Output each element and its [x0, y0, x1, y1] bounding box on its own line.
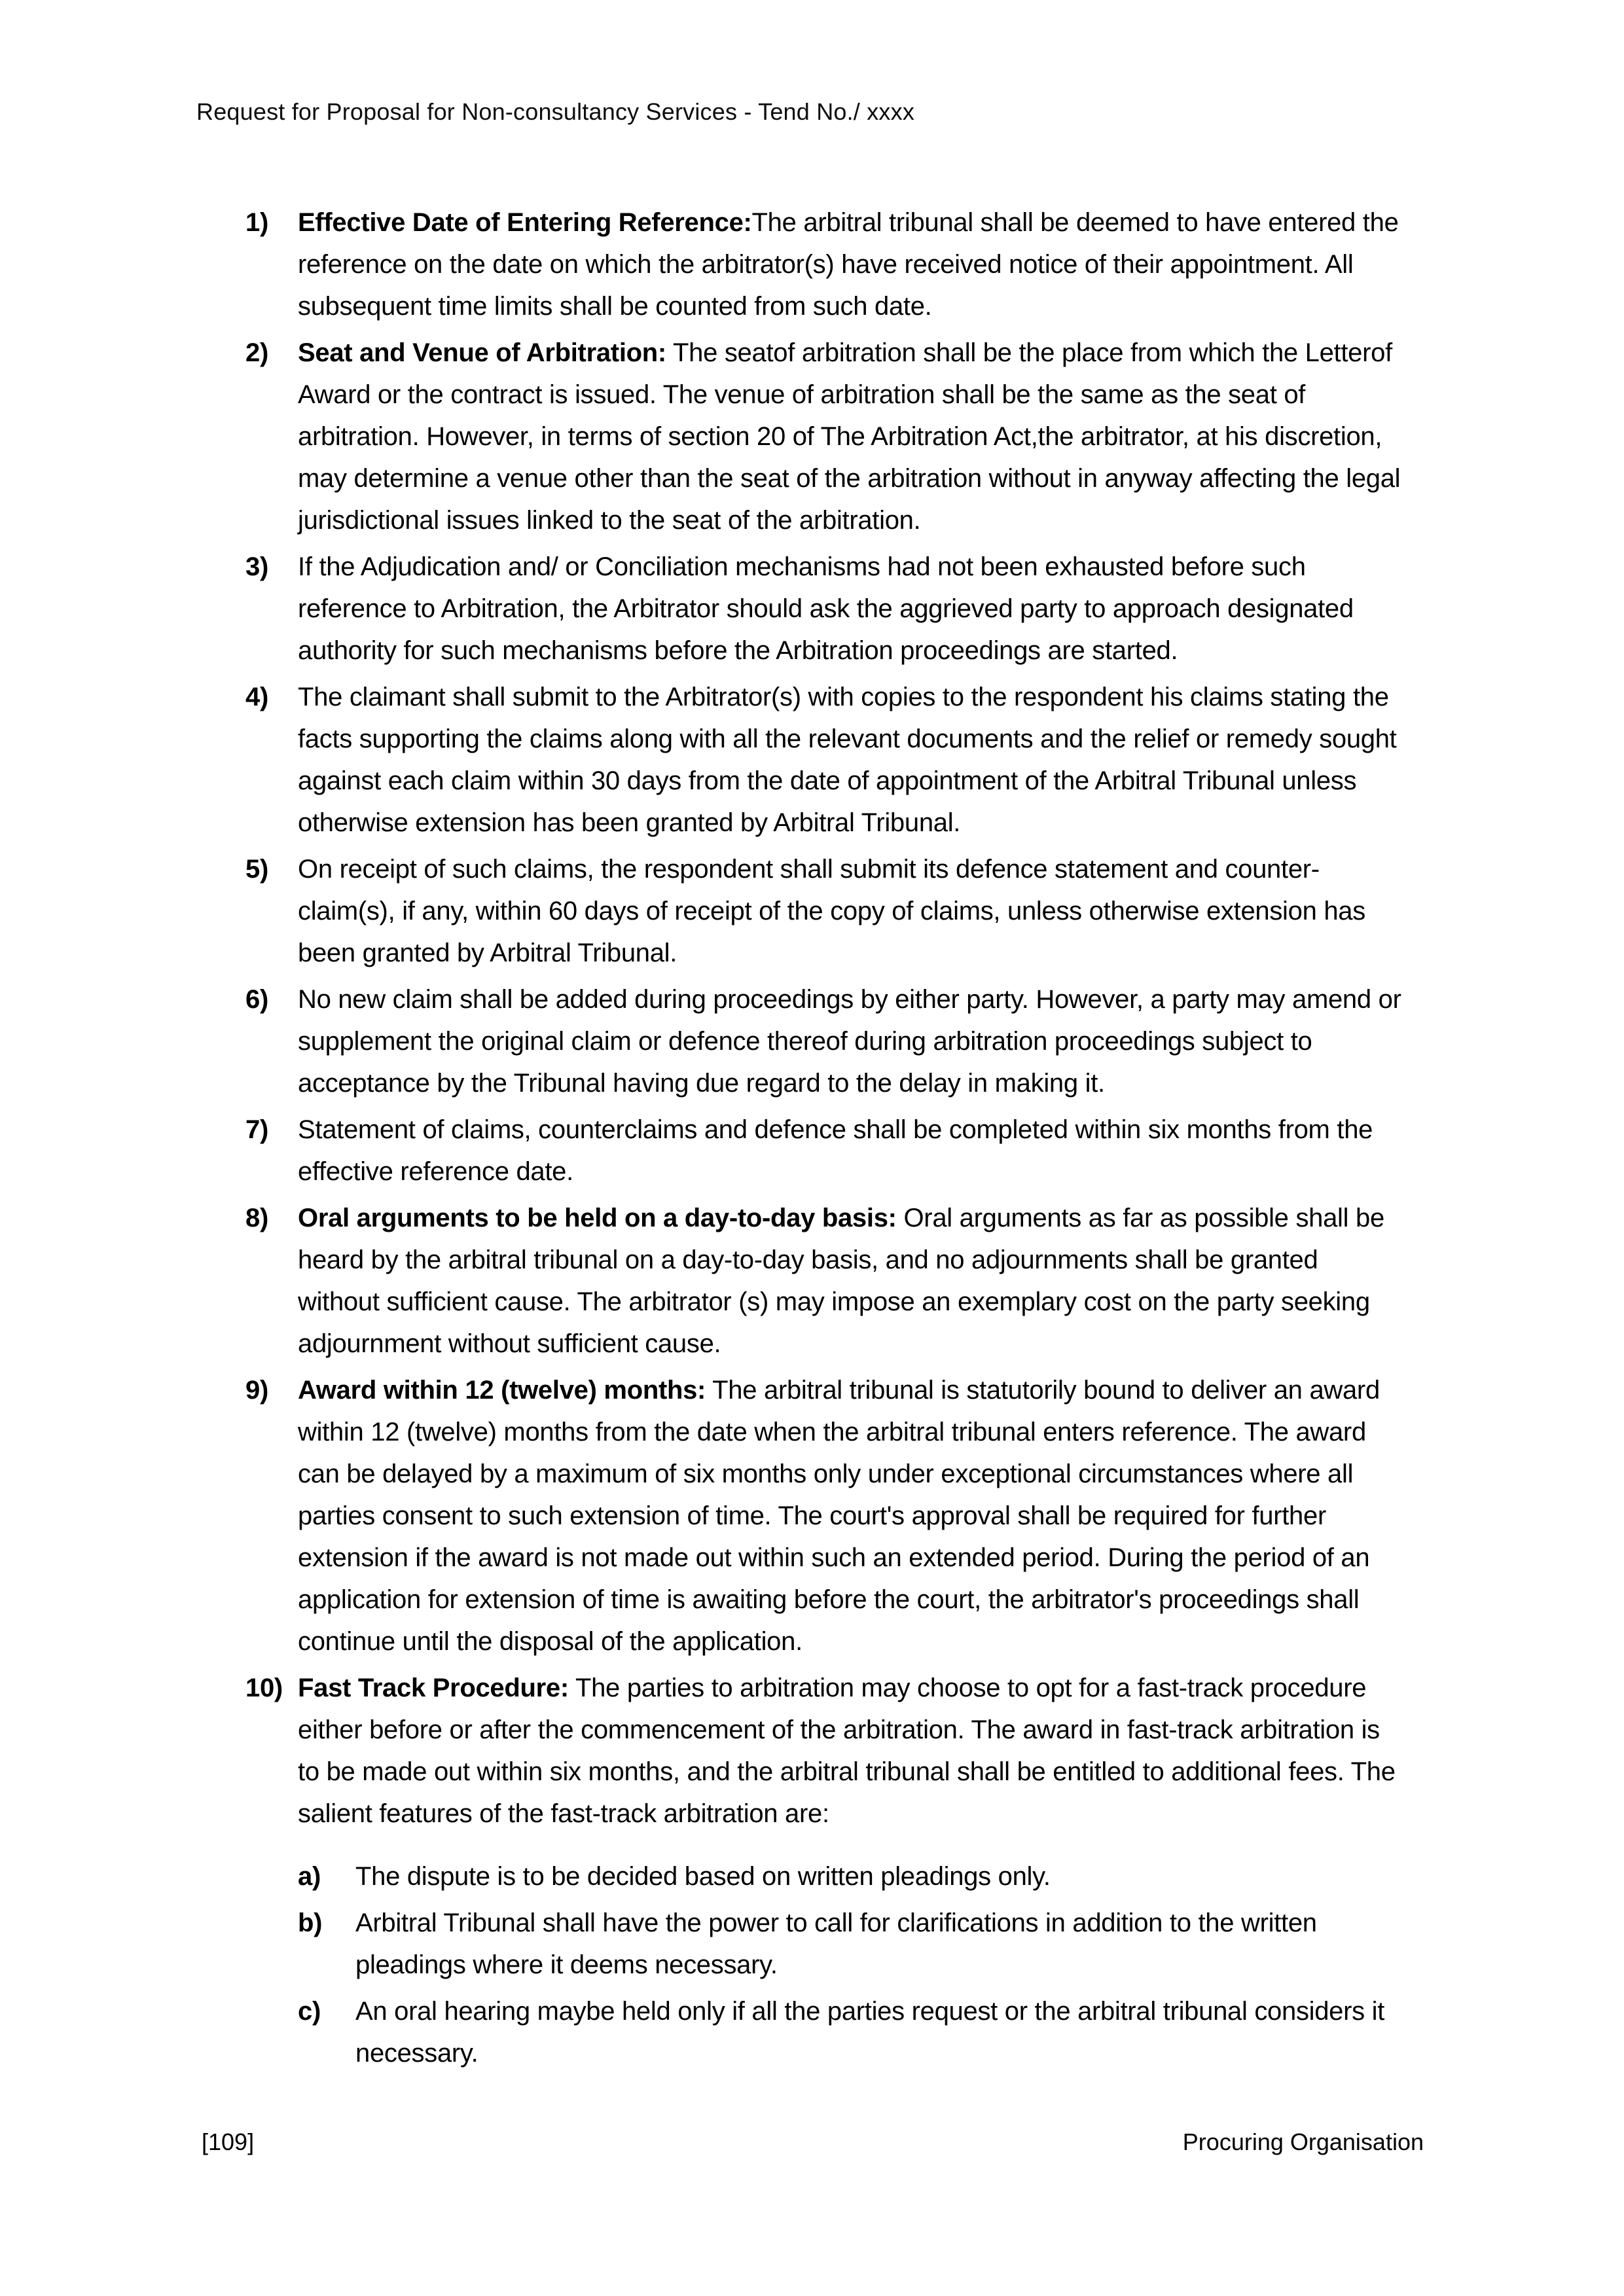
list-item-number: 10): [245, 1674, 283, 1702]
list-item-text: Oral arguments as far as possible shall be heard by the arbitral tribunal on a day-to-day basis, and no adjournments shall be granted without sufficient cause. The arbitrator (s) may impose an exemplary cost on the party seeking adjournment without sufficient cause.: [298, 1204, 1384, 1358]
list-item-number: 1): [245, 208, 268, 237]
sublist-item-letter: c): [298, 1997, 321, 2026]
lettered-sublist: [298, 1856, 1403, 2074]
list-item-label: Oral arguments to be held on a day-to-day basis:: [298, 1204, 897, 1232]
list-item-label: Seat and Venue of Arbitration:: [298, 338, 666, 367]
footer-organisation: Procuring Organisation: [1182, 2128, 1424, 2155]
list-item-text: If the Adjudication and/ or Conciliation mechanisms had not been exhausted before such reference to Arbitration, the Arbitrator should ask the aggrieved party to approach designated authority for such mechanisms before the Arbitration proceedings are started.: [298, 552, 1354, 665]
list-item-number: 5): [245, 855, 268, 884]
list-item-number: 2): [245, 338, 268, 367]
sublist-item-text: The dispute is to be decided based on written pleadings only.: [355, 1862, 1051, 1891]
list-item: [245, 1369, 1403, 1662]
list-item: [245, 332, 1403, 541]
list-item-number: 8): [245, 1204, 268, 1232]
list-item: [245, 848, 1403, 974]
list-item: [245, 1197, 1403, 1365]
list-item-number: 7): [245, 1115, 268, 1144]
list-item-text: No new claim shall be added during proceedings by either party. However, a party may amend or supplement the original claim or defence thereof during arbitration proceedings subject to acceptance by the Tribunal having due regard to the delay in making it.: [298, 985, 1401, 1098]
list-item-text: The seatof arbitration shall be the place from which the Letterof Award or the contract is issued. The venue of arbitration shall be the same as the seat of arbitration. However, in terms of section 20 of The Arbitration Act,the arbitrator, at his discretion, may determine a venue other than the seat of the arbitration without in anyway affecting the legal jurisdictional issues linked to the seat of the arbitration.: [298, 338, 1401, 535]
page-header-text: Request for Proposal for Non-consultancy Services - Tend No./ xxxx: [196, 98, 915, 125]
page-number: [109]: [202, 2128, 255, 2155]
list-item-number: 9): [245, 1376, 268, 1405]
sublist-item-text: An oral hearing maybe held only if all the parties request or the arbitral tribunal considers it necessary.: [355, 1997, 1385, 2068]
list-item: [245, 1109, 1403, 1193]
list-item-number: 3): [245, 552, 268, 581]
sublist-item-letter: b): [298, 1909, 323, 1937]
list-item-label: Fast Track Procedure:: [298, 1674, 569, 1702]
list-item-text: On receipt of such claims, the respondent shall submit its defence statement and counter-claim(s), if any, within 60 days of receipt of the copy of claims, unless otherwise extension has been granted by Arbitral Tribunal.: [298, 855, 1365, 967]
numbered-list: [245, 202, 1403, 2079]
list-item: [245, 978, 1403, 1104]
sublist-item: [298, 1990, 1403, 2074]
list-item-number: 6): [245, 985, 268, 1014]
list-item-label: Effective Date of Entering Reference:: [298, 208, 752, 237]
list-item-text: The claimant shall submit to the Arbitrator(s) with copies to the respondent his claims stating the facts supporting the claims along with all the relevant documents and the relief or remedy sought against each claim within 30 days from the date of appointment of the Arbitral Tribunal unless otherwise extension has been granted by Arbitral Tribunal.: [298, 683, 1397, 837]
sublist-item-text: Arbitral Tribunal shall have the power to call for clarifications in addition to the written pleadings where it deems necessary.: [355, 1909, 1317, 1979]
list-item: [245, 546, 1403, 672]
list-item-text: The arbitral tribunal is statutorily bound to deliver an award within 12 (twelve) months from the date when the arbitral tribunal enters reference. The award can be delayed by a maximum of six months only under exceptional circumstances where all parties consent to such extension of time. The court's approval shall be required for further extension if the award is not made out within such an extended period. During the period of an application for extension of time is awaiting before the court, the arbitrator's proceedings shall continue until the disposal of the application.: [298, 1376, 1380, 1656]
list-item: [245, 1667, 1403, 1835]
list-item-text: Statement of claims, counterclaims and defence shall be completed within six months from the effective reference date.: [298, 1115, 1373, 1186]
list-item: [245, 676, 1403, 844]
sublist-item: [298, 1856, 1403, 1897]
list-item-number: 4): [245, 683, 268, 711]
sublist-item: [298, 1902, 1403, 1986]
list-item-text: The parties to arbitration may choose to opt for a fast-track procedure either before or after the commencement of the arbitration. The award in fast-track arbitration is to be made out within six months, and the arbitral tribunal shall be entitled to additional fees. The salient features of the fast-track arbitration are:: [298, 1674, 1396, 1828]
list-item: [245, 202, 1403, 327]
sublist-item-letter: a): [298, 1862, 321, 1891]
list-item-text: The arbitral tribunal shall be deemed to have entered the reference on the date on which the arbitrator(s) have received notice of their appointment. All subsequent time limits shall be counted from such date.: [298, 208, 1399, 321]
list-item-label: Award within 12 (twelve) months:: [298, 1376, 706, 1405]
